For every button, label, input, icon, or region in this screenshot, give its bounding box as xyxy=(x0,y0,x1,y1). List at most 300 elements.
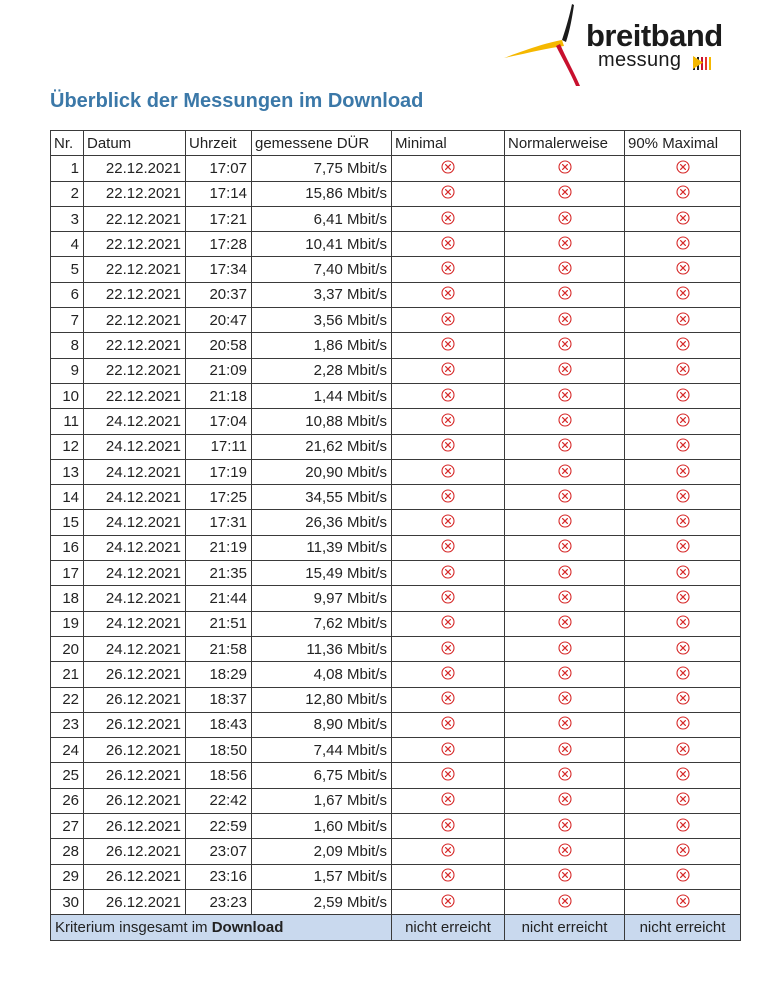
cell-uhrzeit: 20:37 xyxy=(186,282,252,307)
logo-text-breitband: breitband xyxy=(586,18,723,53)
x-circle-icon xyxy=(441,590,455,607)
cell-nr: 22 xyxy=(51,687,84,712)
cell-max90 xyxy=(625,257,741,282)
table-row xyxy=(51,535,741,560)
cell-normal xyxy=(505,814,625,839)
table-row xyxy=(51,459,741,484)
x-circle-icon xyxy=(676,236,690,253)
x-circle-icon xyxy=(558,185,572,202)
x-circle-icon xyxy=(676,742,690,759)
cell-uhrzeit: 21:09 xyxy=(186,358,252,383)
cell-max90 xyxy=(625,308,741,333)
cell-speed: 1,44 Mbit/s xyxy=(252,383,392,408)
x-circle-icon xyxy=(558,894,572,911)
cell-datum: 26.12.2021 xyxy=(84,662,186,687)
table-row xyxy=(51,232,741,257)
cell-datum: 26.12.2021 xyxy=(84,712,186,737)
cell-speed: 2,59 Mbit/s xyxy=(252,889,392,914)
x-circle-icon xyxy=(676,666,690,683)
x-circle-icon xyxy=(676,539,690,556)
cell-minimal xyxy=(392,788,505,813)
x-circle-icon xyxy=(676,413,690,430)
x-circle-icon xyxy=(441,565,455,582)
cell-normal xyxy=(505,232,625,257)
table-row xyxy=(51,839,741,864)
x-circle-icon xyxy=(441,261,455,278)
cell-normal xyxy=(505,738,625,763)
criterion-row xyxy=(51,915,741,940)
cell-speed: 26,36 Mbit/s xyxy=(252,510,392,535)
cell-uhrzeit: 18:43 xyxy=(186,712,252,737)
cell-nr: 21 xyxy=(51,662,84,687)
cell-minimal xyxy=(392,181,505,206)
criterion-label xyxy=(51,915,392,940)
cell-uhrzeit: 20:47 xyxy=(186,308,252,333)
cell-normal xyxy=(505,485,625,510)
cell-max90 xyxy=(625,358,741,383)
x-circle-icon xyxy=(441,641,455,658)
x-circle-icon xyxy=(558,767,572,784)
x-circle-icon xyxy=(676,894,690,911)
result-max90: nicht erreicht xyxy=(625,915,741,940)
x-circle-icon xyxy=(441,236,455,253)
cell-normal xyxy=(505,687,625,712)
table-row xyxy=(51,864,741,889)
cell-max90 xyxy=(625,636,741,661)
cell-minimal xyxy=(392,257,505,282)
x-circle-icon xyxy=(676,641,690,658)
criterion-prefix: Kriterium insgesamt im xyxy=(55,918,212,936)
x-circle-icon xyxy=(676,792,690,809)
cell-max90 xyxy=(625,206,741,231)
cell-nr: 19 xyxy=(51,611,84,636)
cell-datum: 22.12.2021 xyxy=(84,206,186,231)
x-circle-icon xyxy=(558,641,572,658)
x-circle-icon xyxy=(558,464,572,481)
table-row xyxy=(51,636,741,661)
cell-max90 xyxy=(625,535,741,560)
x-circle-icon xyxy=(676,464,690,481)
cell-nr: 28 xyxy=(51,839,84,864)
cell-uhrzeit: 21:19 xyxy=(186,535,252,560)
cell-datum: 22.12.2021 xyxy=(84,308,186,333)
cell-datum: 26.12.2021 xyxy=(84,687,186,712)
cell-minimal xyxy=(392,611,505,636)
x-circle-icon xyxy=(558,337,572,354)
cell-uhrzeit: 23:23 xyxy=(186,889,252,914)
cell-datum: 24.12.2021 xyxy=(84,434,186,459)
x-circle-icon xyxy=(441,185,455,202)
cell-uhrzeit: 18:50 xyxy=(186,738,252,763)
cell-datum: 26.12.2021 xyxy=(84,864,186,889)
cell-minimal xyxy=(392,510,505,535)
cell-datum: 22.12.2021 xyxy=(84,181,186,206)
x-circle-icon xyxy=(676,818,690,835)
cell-minimal xyxy=(392,333,505,358)
cell-normal xyxy=(505,409,625,434)
table-row xyxy=(51,358,741,383)
cell-uhrzeit: 23:07 xyxy=(186,839,252,864)
cell-normal xyxy=(505,257,625,282)
cell-normal xyxy=(505,839,625,864)
x-circle-icon xyxy=(558,666,572,683)
table-row xyxy=(51,814,741,839)
cell-nr: 17 xyxy=(51,561,84,586)
x-circle-icon xyxy=(558,236,572,253)
cell-normal xyxy=(505,788,625,813)
x-circle-icon xyxy=(558,792,572,809)
logo-text-messung: messung xyxy=(598,49,682,71)
x-circle-icon xyxy=(558,438,572,455)
x-circle-icon xyxy=(558,742,572,759)
x-circle-icon xyxy=(441,286,455,303)
cell-nr: 1 xyxy=(51,156,84,181)
cell-datum: 24.12.2021 xyxy=(84,459,186,484)
cell-uhrzeit: 22:59 xyxy=(186,814,252,839)
table-row xyxy=(51,662,741,687)
x-circle-icon xyxy=(441,666,455,683)
x-circle-icon xyxy=(441,539,455,556)
table-row xyxy=(51,434,741,459)
x-circle-icon xyxy=(558,160,572,177)
cell-max90 xyxy=(625,687,741,712)
x-circle-icon xyxy=(676,211,690,228)
x-circle-icon xyxy=(441,438,455,455)
table-row xyxy=(51,687,741,712)
cell-datum: 24.12.2021 xyxy=(84,561,186,586)
cell-normal xyxy=(505,156,625,181)
cell-speed: 6,75 Mbit/s xyxy=(252,763,392,788)
cell-uhrzeit: 17:14 xyxy=(186,181,252,206)
cell-uhrzeit: 21:51 xyxy=(186,611,252,636)
cell-normal xyxy=(505,636,625,661)
cell-speed: 11,36 Mbit/s xyxy=(252,636,392,661)
cell-nr: 26 xyxy=(51,788,84,813)
cell-normal xyxy=(505,611,625,636)
cell-minimal xyxy=(392,156,505,181)
x-circle-icon xyxy=(676,767,690,784)
cell-max90 xyxy=(625,333,741,358)
table-row xyxy=(51,712,741,737)
cell-max90 xyxy=(625,156,741,181)
cell-uhrzeit: 17:21 xyxy=(186,206,252,231)
cell-datum: 24.12.2021 xyxy=(84,611,186,636)
cell-normal xyxy=(505,662,625,687)
x-circle-icon xyxy=(558,716,572,733)
cell-normal xyxy=(505,333,625,358)
table-row xyxy=(51,308,741,333)
x-circle-icon xyxy=(558,565,572,582)
cell-nr: 7 xyxy=(51,308,84,333)
cell-speed: 10,88 Mbit/s xyxy=(252,409,392,434)
cell-nr: 13 xyxy=(51,459,84,484)
cell-minimal xyxy=(392,308,505,333)
cell-speed: 7,62 Mbit/s xyxy=(252,611,392,636)
cell-nr: 18 xyxy=(51,586,84,611)
x-circle-icon xyxy=(558,362,572,379)
cell-datum: 24.12.2021 xyxy=(84,510,186,535)
cell-datum: 24.12.2021 xyxy=(84,586,186,611)
cell-minimal xyxy=(392,814,505,839)
cell-max90 xyxy=(625,586,741,611)
cell-max90 xyxy=(625,738,741,763)
table-row xyxy=(51,156,741,181)
cell-nr: 11 xyxy=(51,409,84,434)
cell-datum: 22.12.2021 xyxy=(84,333,186,358)
x-circle-icon xyxy=(441,211,455,228)
x-circle-icon xyxy=(676,261,690,278)
cell-minimal xyxy=(392,383,505,408)
cell-speed: 7,44 Mbit/s xyxy=(252,738,392,763)
cell-datum: 26.12.2021 xyxy=(84,763,186,788)
cell-normal xyxy=(505,889,625,914)
cell-uhrzeit: 17:28 xyxy=(186,232,252,257)
cell-speed: 12,80 Mbit/s xyxy=(252,687,392,712)
column-header-datum: Datum xyxy=(84,131,186,156)
x-circle-icon xyxy=(441,489,455,506)
table-row xyxy=(51,561,741,586)
x-circle-icon xyxy=(558,868,572,885)
table-row xyxy=(51,181,741,206)
cell-minimal xyxy=(392,712,505,737)
cell-uhrzeit: 17:11 xyxy=(186,434,252,459)
column-header-nr: Nr. xyxy=(51,131,84,156)
cell-uhrzeit: 18:29 xyxy=(186,662,252,687)
cell-minimal xyxy=(392,535,505,560)
cell-speed: 7,75 Mbit/s xyxy=(252,156,392,181)
x-circle-icon xyxy=(441,514,455,531)
x-circle-icon xyxy=(676,312,690,329)
table-row xyxy=(51,889,741,914)
cell-datum: 26.12.2021 xyxy=(84,814,186,839)
x-circle-icon xyxy=(558,261,572,278)
x-circle-icon xyxy=(441,160,455,177)
table-row xyxy=(51,409,741,434)
cell-normal xyxy=(505,383,625,408)
breitbandmessung-logo xyxy=(500,0,740,90)
x-circle-icon xyxy=(441,337,455,354)
cell-nr: 14 xyxy=(51,485,84,510)
cell-minimal xyxy=(392,636,505,661)
x-circle-icon xyxy=(676,716,690,733)
cell-max90 xyxy=(625,434,741,459)
table-row xyxy=(51,510,741,535)
cell-normal xyxy=(505,712,625,737)
result-minimal: nicht erreicht xyxy=(392,915,505,940)
cell-speed: 2,09 Mbit/s xyxy=(252,839,392,864)
cell-normal xyxy=(505,459,625,484)
table-row xyxy=(51,788,741,813)
x-circle-icon xyxy=(558,539,572,556)
cell-speed: 34,55 Mbit/s xyxy=(252,485,392,510)
table-row xyxy=(51,611,741,636)
cell-nr: 12 xyxy=(51,434,84,459)
column-header-minimal: Minimal xyxy=(392,131,505,156)
x-circle-icon xyxy=(676,337,690,354)
cell-speed: 1,86 Mbit/s xyxy=(252,333,392,358)
x-circle-icon xyxy=(676,160,690,177)
cell-minimal xyxy=(392,763,505,788)
cell-normal xyxy=(505,434,625,459)
cell-max90 xyxy=(625,409,741,434)
cell-nr: 6 xyxy=(51,282,84,307)
x-circle-icon xyxy=(676,514,690,531)
cell-max90 xyxy=(625,561,741,586)
cell-datum: 24.12.2021 xyxy=(84,409,186,434)
cell-normal xyxy=(505,358,625,383)
cell-minimal xyxy=(392,409,505,434)
x-circle-icon xyxy=(558,211,572,228)
x-circle-icon xyxy=(441,413,455,430)
cell-nr: 3 xyxy=(51,206,84,231)
x-circle-icon xyxy=(676,843,690,860)
cell-max90 xyxy=(625,839,741,864)
cell-max90 xyxy=(625,712,741,737)
cell-minimal xyxy=(392,864,505,889)
cell-speed: 1,67 Mbit/s xyxy=(252,788,392,813)
cell-speed: 7,40 Mbit/s xyxy=(252,257,392,282)
cell-minimal xyxy=(392,485,505,510)
x-circle-icon xyxy=(441,388,455,405)
cell-minimal xyxy=(392,687,505,712)
cell-nr: 23 xyxy=(51,712,84,737)
cell-minimal xyxy=(392,586,505,611)
cell-datum: 26.12.2021 xyxy=(84,788,186,813)
cell-uhrzeit: 17:34 xyxy=(186,257,252,282)
cell-uhrzeit: 21:18 xyxy=(186,383,252,408)
x-circle-icon xyxy=(558,388,572,405)
x-circle-icon xyxy=(558,615,572,632)
x-circle-icon xyxy=(558,413,572,430)
x-circle-icon xyxy=(558,590,572,607)
cell-max90 xyxy=(625,232,741,257)
cell-uhrzeit: 18:37 xyxy=(186,687,252,712)
x-circle-icon xyxy=(441,615,455,632)
cell-speed: 15,49 Mbit/s xyxy=(252,561,392,586)
cell-nr: 25 xyxy=(51,763,84,788)
cell-uhrzeit: 17:31 xyxy=(186,510,252,535)
cell-datum: 22.12.2021 xyxy=(84,358,186,383)
cell-nr: 5 xyxy=(51,257,84,282)
table-row xyxy=(51,383,741,408)
cell-minimal xyxy=(392,839,505,864)
cell-datum: 22.12.2021 xyxy=(84,383,186,408)
column-header-max90: 90% Maximal xyxy=(625,131,741,156)
cell-minimal xyxy=(392,459,505,484)
cell-speed: 15,86 Mbit/s xyxy=(252,181,392,206)
cell-datum: 26.12.2021 xyxy=(84,839,186,864)
cell-uhrzeit: 17:04 xyxy=(186,409,252,434)
cell-datum: 22.12.2021 xyxy=(84,257,186,282)
table-row xyxy=(51,333,741,358)
cell-speed: 20,90 Mbit/s xyxy=(252,459,392,484)
cell-minimal xyxy=(392,561,505,586)
cell-normal xyxy=(505,763,625,788)
cell-datum: 22.12.2021 xyxy=(84,282,186,307)
measurements-table xyxy=(50,130,741,941)
cell-max90 xyxy=(625,459,741,484)
x-circle-icon xyxy=(441,818,455,835)
cell-speed: 10,41 Mbit/s xyxy=(252,232,392,257)
table-row xyxy=(51,763,741,788)
x-circle-icon xyxy=(558,312,572,329)
cell-speed: 2,28 Mbit/s xyxy=(252,358,392,383)
x-circle-icon xyxy=(441,868,455,885)
table-row xyxy=(51,738,741,763)
cell-datum: 26.12.2021 xyxy=(84,738,186,763)
x-circle-icon xyxy=(676,615,690,632)
x-circle-icon xyxy=(558,514,572,531)
cell-uhrzeit: 17:25 xyxy=(186,485,252,510)
cell-normal xyxy=(505,181,625,206)
cell-nr: 29 xyxy=(51,864,84,889)
cell-minimal xyxy=(392,282,505,307)
x-circle-icon xyxy=(441,792,455,809)
cell-speed: 1,60 Mbit/s xyxy=(252,814,392,839)
table-header-row xyxy=(51,131,741,156)
table-row xyxy=(51,257,741,282)
table-row xyxy=(51,206,741,231)
cell-speed: 3,56 Mbit/s xyxy=(252,308,392,333)
cell-max90 xyxy=(625,611,741,636)
cell-uhrzeit: 22:42 xyxy=(186,788,252,813)
cell-speed: 4,08 Mbit/s xyxy=(252,662,392,687)
cell-speed: 8,90 Mbit/s xyxy=(252,712,392,737)
x-circle-icon xyxy=(676,868,690,885)
cell-uhrzeit: 21:44 xyxy=(186,586,252,611)
x-circle-icon xyxy=(441,716,455,733)
cell-normal xyxy=(505,561,625,586)
cell-minimal xyxy=(392,206,505,231)
cell-normal xyxy=(505,206,625,231)
x-circle-icon xyxy=(676,590,690,607)
cell-uhrzeit: 17:07 xyxy=(186,156,252,181)
table-row xyxy=(51,282,741,307)
x-circle-icon xyxy=(676,438,690,455)
cell-speed: 6,41 Mbit/s xyxy=(252,206,392,231)
cell-max90 xyxy=(625,864,741,889)
cell-normal xyxy=(505,282,625,307)
x-circle-icon xyxy=(676,286,690,303)
cell-nr: 10 xyxy=(51,383,84,408)
cell-speed: 3,37 Mbit/s xyxy=(252,282,392,307)
table-row xyxy=(51,586,741,611)
x-circle-icon xyxy=(676,362,690,379)
cell-nr: 16 xyxy=(51,535,84,560)
x-circle-icon xyxy=(441,843,455,860)
x-circle-icon xyxy=(441,767,455,784)
x-circle-icon xyxy=(441,691,455,708)
x-circle-icon xyxy=(558,818,572,835)
cell-max90 xyxy=(625,510,741,535)
cell-uhrzeit: 20:58 xyxy=(186,333,252,358)
x-circle-icon xyxy=(441,312,455,329)
cell-nr: 15 xyxy=(51,510,84,535)
x-circle-icon xyxy=(441,894,455,911)
cell-datum: 24.12.2021 xyxy=(84,636,186,661)
cell-datum: 24.12.2021 xyxy=(84,535,186,560)
x-circle-icon xyxy=(558,286,572,303)
cell-nr: 2 xyxy=(51,181,84,206)
cell-speed: 21,62 Mbit/s xyxy=(252,434,392,459)
x-circle-icon xyxy=(441,464,455,481)
cell-nr: 24 xyxy=(51,738,84,763)
cell-normal xyxy=(505,586,625,611)
cell-normal xyxy=(505,535,625,560)
cell-datum: 26.12.2021 xyxy=(84,889,186,914)
cell-max90 xyxy=(625,889,741,914)
logo-bars-icon xyxy=(693,56,711,70)
